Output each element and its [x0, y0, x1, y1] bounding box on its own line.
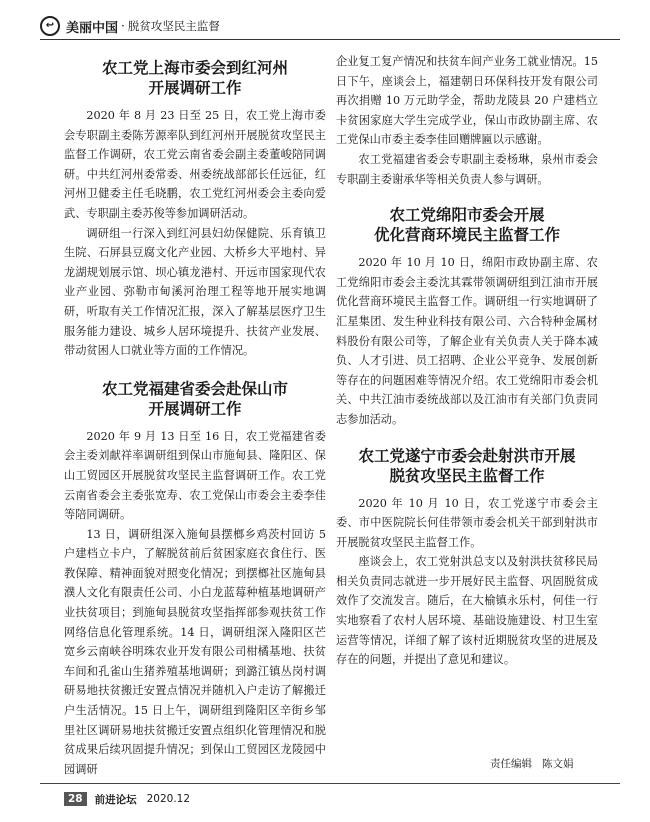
page-header [40, 14, 620, 38]
article-title-suining: 农工党遂宁市委会赴射洪市开展 脱贫攻坚民主监督工作 [358, 446, 576, 485]
article-paragraph: 2020 年 9 月 13 日至 16 日，农工党福建省委会主委刘献祥率调研组到保山市施甸县、隆阳区、保山工贸园区开展脱贫攻坚民主监督调研工作。农工党云南省委会主委张宽寿、农工党保山市委会主委李佳等陪同调研。 [64, 429, 326, 522]
page-number: 28 [64, 792, 87, 806]
article-paragraph: 2020 年 8 月 23 日至 25 日，农工党上海市委会专职副主委陈芳源率队到红河州开展脱贫攻坚民主监督工作调研，农工党云南省委会副主委董峻陪同调研。中共红河州委常委、州委统战部部长任远征，红河州卫健委主任毛晓鹏，农工党红河州委会主委向爱武、专职副主委苏俊等参加调研活动。 [64, 109, 326, 220]
responsible-editor [490, 756, 574, 771]
editor-label: 责任编辑 [490, 758, 532, 770]
editor-name: 陈文娟 [542, 758, 574, 770]
footer-divider [40, 783, 620, 784]
page-footer [64, 790, 190, 808]
article-title-shanghai: 农工党上海市委会到红河州 开展调研工作 [101, 59, 288, 97]
article-paragraph: 农工党福建省委会专职副主委杨琳，泉州市委会专职副主委谢承华等相关负责人参与调研。 [336, 152, 598, 186]
article-paragraph: 2020 年 10 月 10 日，绵阳市政协副主席、农工党绵阳市委会主委沈其霖带领调研组到江油市开展优化营商环境民主监督工作。调研组一行实地调研了汇星集团、发生种业科技有限公司、六合特种金属材料股份有限公司等，了解企业有关负责人关于降本减负、人才引进、员工招聘、企业公平竞争、发展创新等存在的问题困难等情况介绍。农工党绵阳市委会机关、中共江油市委统战部以及江油市有关部门负责同志参加活动。 [336, 256, 598, 426]
article-paragraph: 调研组一行深入到红河县妇幼保健院、乐育镇卫生院、石屏县豆腐文化产业园、大桥乡大平地村、异龙湖规划展示馆、坝心镇龙港村、开远市国家现代农业产业园、弥勒市甸溪河治理工程等地开展实地调研，听取有关工作情况汇报，深入了解基层医疗卫生服务能力建设、城乡人居环境提升、扶贫产业发展、带动贫困人口就业等方面的工作情况。 [64, 226, 326, 358]
circle-logo-icon: ↩ [40, 16, 60, 36]
right-column [336, 52, 598, 670]
header-subtitle: 脱贫攻坚民主监督 [127, 19, 220, 33]
article-paragraph: 座谈会上，农工党射洪总支以及射洪扶贫移民局相关负责同志就进一步开展好民主监督、巩固脱贫成效作了交流发言。随后，在大榆镇永乐村，何佳一行实地察看了农村人居环境、基础设施建设、村卫生室运营等情况，详细了解了该村近期脱贫攻坚的进展及存在的问题，并提出了意见和建议。 [336, 555, 598, 667]
left-column [64, 52, 326, 779]
header-divider [40, 39, 620, 40]
header-title: 美丽中国 [66, 20, 119, 36]
article-title-fujian: 农工党福建省委会赴保山市 开展调研工作 [101, 379, 288, 418]
article-paragraph: 13 日，调研组深入施甸县摆榔乡鸡茨村回访 5 户建档立卡户，了解脱贫前后贫困家庭衣食住行、医教保障、精神面貌对照变化情况；到摆榔社区施甸县濮人文化有限责任公司、小白龙蓝莓种植基地调研产业扶贫项目；到施甸县脱贫攻坚指挥部参观扶贫工作网络信息化管理系统。14 日，调研组深入隆阳区芒宽乡云南峡谷明珠农业开发有限公司柑橘基地、扶贫车间和孔雀山生猪养殖基地调研；到潞江镇丛岗村调研易地扶贫搬迁安置点情况并随机入户走访了解搬迁户生活情况。15 日上午，调研组到隆阳区辛街乡邹里社区调研易地扶贫搬迁安置点组织化管理情况和脱贫成果后续巩固提升情况；到保山工贸园区龙陵园中园调研 [64, 527, 326, 776]
article-paragraph: 2020 年 10 月 10 日，农工党遂宁市委会主委、市中医院院长何佳带领市委会机关干部到射洪市开展脱贫攻坚民主监督工作。 [336, 496, 598, 549]
magazine-name: 前进论坛 [94, 793, 137, 806]
issue-number: 2020.12 [146, 793, 191, 805]
header-separator: · [121, 19, 125, 33]
article-paragraph-continued: 企业复工复产情况和扶贫车间产业务工就业情况。15 日下午，座谈会上，福建朝日环保科技开发有限公司再次捐赠 10 万元助学金，帮助龙陵县 20 户建档立卡贫困家庭大学生完成学业，保山市政协副主席、农工党保山市委主委李佳回赠牌匾以示感谢。 [336, 55, 598, 147]
article-title-mianyang: 农工党绵阳市委会开展 优化营商环境民主监督工作 [373, 206, 560, 245]
